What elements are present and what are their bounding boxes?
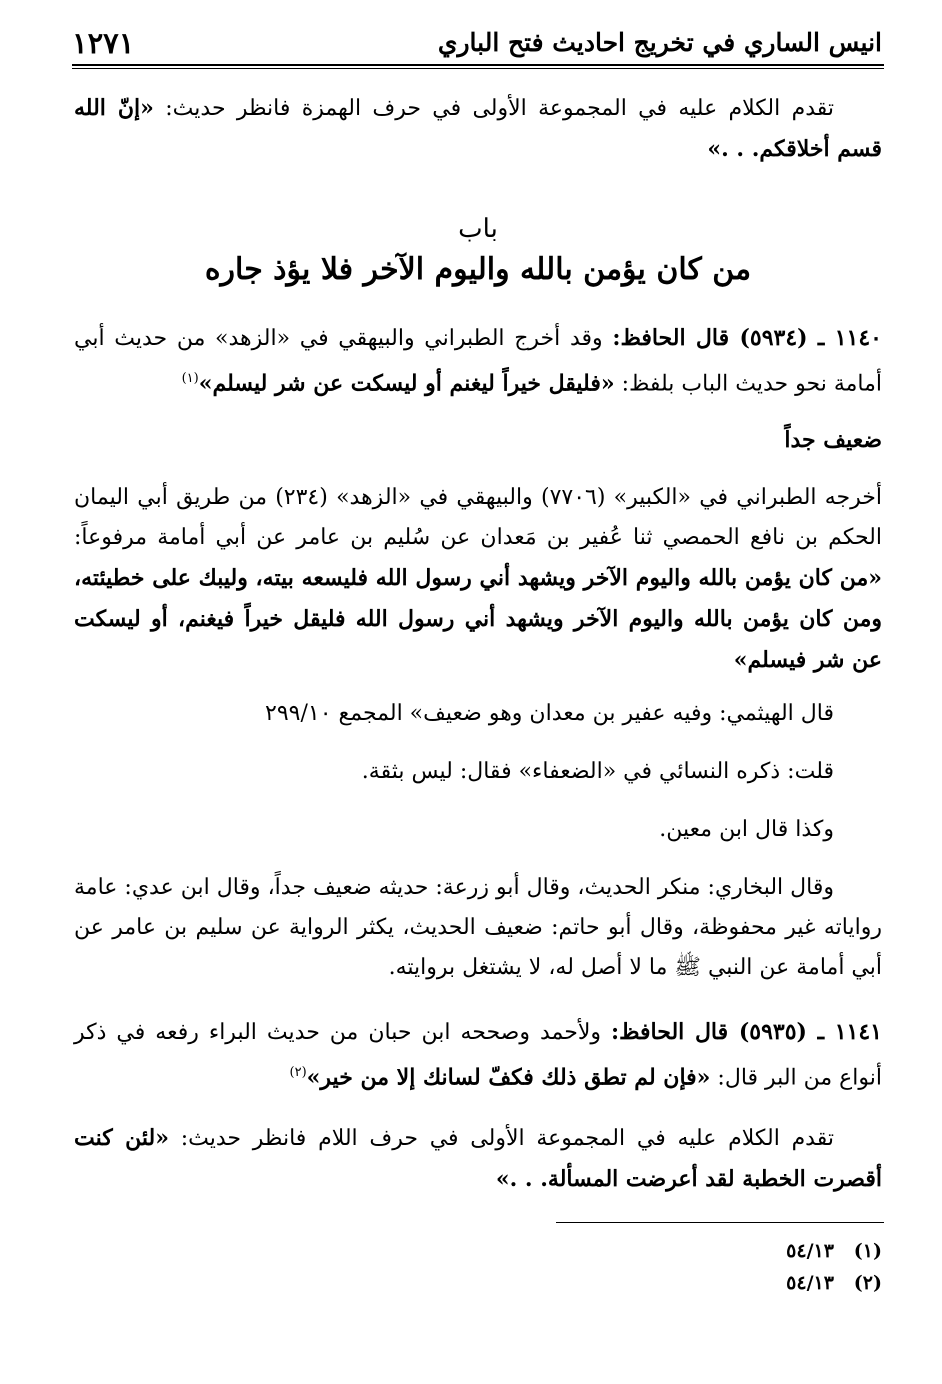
paragraph-last <box>74 1118 882 1200</box>
chapter-title: من كان يؤمن بالله واليوم الآخر فلا يؤذ جاره <box>204 252 752 287</box>
paragraph-text: ولأحمد وصححه ابن حبان من حديث البراء رفعه في ذكر أنواع من البر قال: <box>74 1020 882 1091</box>
footnote-number: (٢) <box>853 1272 882 1294</box>
header-rule-thin <box>72 68 884 69</box>
hadith-quote: «فليقل خيراً ليغنم أو ليسكت عن شر ليسلم» <box>198 370 615 397</box>
hadith-quote: «من كان يؤمن بالله واليوم الآخر ويشهد أني رسول الله فليسعه بيته، وليبك على خطيئته، ومن كان يؤمن بالله واليوم الآخر ويشهد أني رسول الله فليقل خيراً فيغنم، أو ليسكت عن شر فيسلم» <box>74 565 882 673</box>
footnote-number: (١) <box>853 1240 882 1262</box>
hadith-quote: «إنّ الله قسم أخلاقكم. . .» <box>74 95 882 162</box>
hadith-quote: «فإن لم تطق ذلك فكفّ لسانك إلا من خير» <box>306 1064 711 1091</box>
book-title: انيس الساري في تخريج احاديث فتح الباري <box>437 28 882 57</box>
footnote <box>786 1240 882 1262</box>
footnote-text: ٥٤/١٣ <box>786 1240 834 1262</box>
footnote-text: ٥٤/١٣ <box>786 1272 834 1294</box>
footnote-ref: (١) <box>181 371 199 386</box>
paragraph-text: تقدم الكلام عليه في المجموعة الأولى في حرف اللام فانظر حديث: <box>168 1126 834 1151</box>
footnote <box>786 1272 882 1294</box>
footnote-ref: (٢) <box>289 1065 307 1080</box>
hadith-number: ١١٤١ ـ (٥٩٣٥) قال الحافظ: <box>611 1019 882 1045</box>
header-rule <box>72 64 884 66</box>
page-number: ١٢٧١ <box>72 26 135 60</box>
chapter-label: باب <box>458 214 498 244</box>
paragraph-text: أخرجه الطبراني في «الكبير» (٧٧٠٦) والبيهقي في «الزهد» (٢٣٤) من طريق أبي اليمان الحكم بن نافع الحمصي ثنا عُفير بن مَعدان عن سُليم بن عامر عن أبي أمامة مرفوعاً: <box>74 485 882 550</box>
footnote-rule <box>556 1222 884 1223</box>
bukhari-paragraph: وقال البخاري: منكر الحديث، وقال أبو زرعة: حديثه ضعيف جداً، وقال ابن عدي: عامة رواياته غير محفوظة، وقال أبو حاتم: ضعيف الحديث، يكثر الرواية عن سليم بن عامر عن أبي أمامة عن النبي ﷺ ما لا أصل له، لا يشتغل بروايته. <box>74 875 882 980</box>
ibn-main-paragraph: وكذا قال ابن معين. <box>659 817 834 842</box>
haythami-paragraph: قال الهيثمي: وفيه عفير بن معدان وهو ضعيف» المجمع ٢٩٩/١٠ <box>265 701 834 726</box>
takhrij-paragraph <box>74 478 882 681</box>
paragraph-text: تقدم الكلام عليه في المجموعة الأولى في حرف الهمزة فانظر حديث: <box>153 96 835 121</box>
grade-label: ضعيف جداً <box>784 427 882 453</box>
hadith-number: ١١٤٠ ـ (٥٩٣٤) قال الحافظ: <box>612 325 882 351</box>
qultu-paragraph: قلت: ذكره النسائي في «الضعفاء» فقال: ليس بثقة. <box>361 759 834 784</box>
hadith-1140 <box>74 318 882 404</box>
paragraph-text: وقد أخرج الطبراني والبيهقي في «الزهد» من حديث أبي أمامة نحو حديث الباب بلفظ: <box>74 326 882 397</box>
paragraph-intro <box>74 88 882 170</box>
hadith-quote: «لئن كنت أقصرت الخطبة لقد أعرضت المسألة. . .» <box>74 1125 882 1192</box>
running-header <box>72 26 882 66</box>
hadith-1141 <box>74 1012 882 1098</box>
